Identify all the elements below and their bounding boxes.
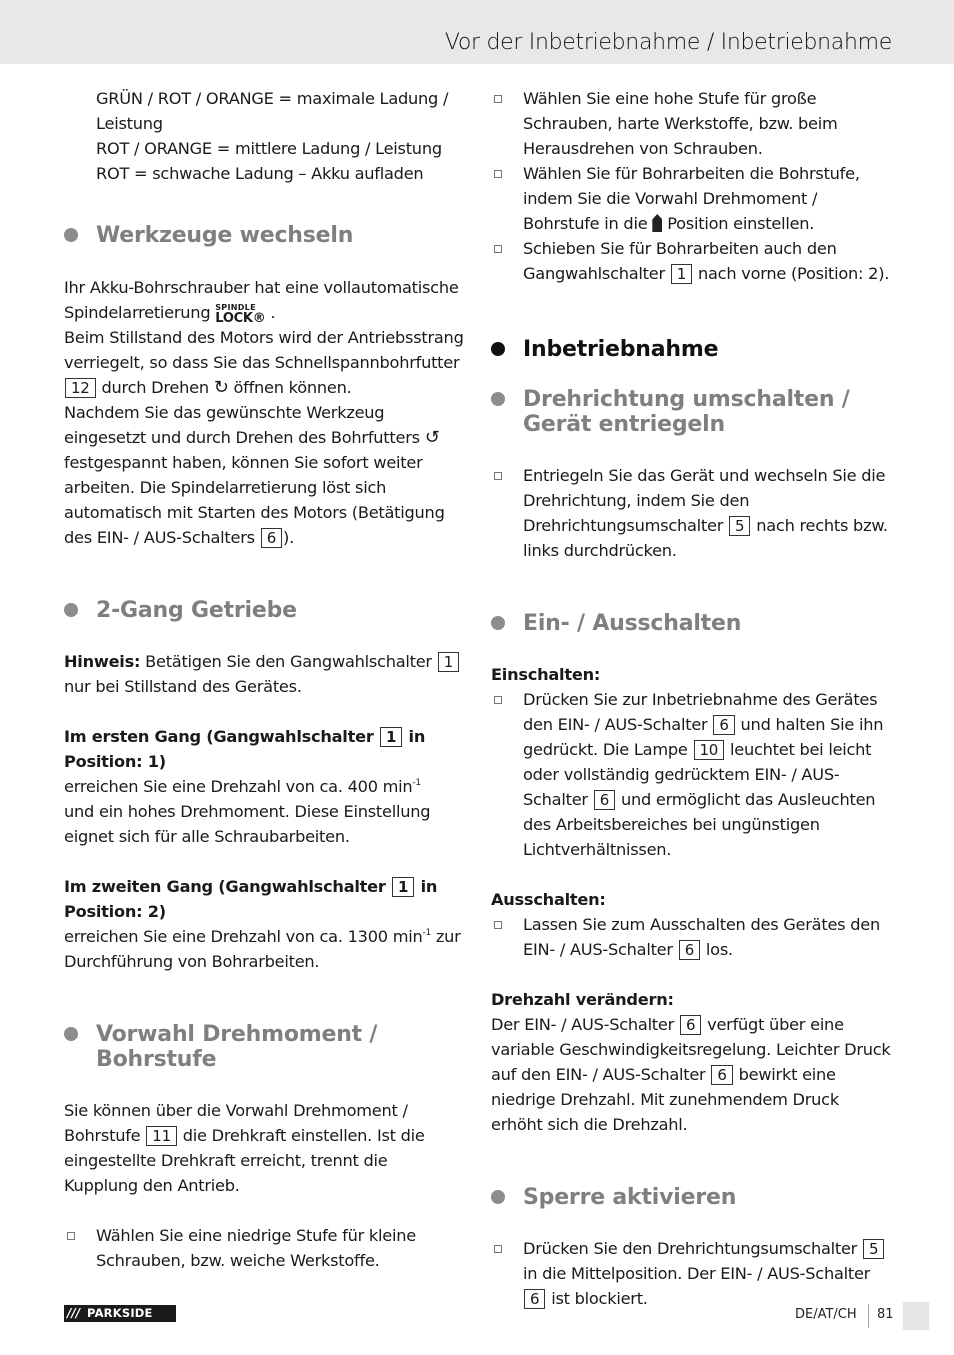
heading-drehrichtung [491,387,891,437]
paragraph-spindle [64,275,464,550]
label: Drehzahl verändern: [491,990,674,1009]
heading-text: Drehrichtung umschalten / Gerät entriegeln [523,387,850,437]
text: in Position: 2) [64,877,438,921]
subheading-erster-gang [64,727,425,771]
text: Drücken Sie den Drehrichtungsumschalter [523,1239,858,1258]
ref-box-6: 6 [679,940,700,960]
bullet-dot-icon [64,228,78,242]
text: verfügt über eine variable Geschwindigkeitsregelung. Leichter Druck auf den EIN- / AUS-Schalter [491,1015,891,1084]
heading-text: Werkzeuge wechseln [96,223,354,248]
text: Im ersten Gang (Gangwahlschalter [64,727,374,746]
list-item [491,463,891,563]
text: erreichen Sie eine Drehzahl von ca. 1300 min [64,927,423,946]
heading-vorwahl [64,1022,464,1072]
checkbox-bullet-icon [67,1232,75,1240]
heading-text: Ein- / Ausschalten [523,611,742,636]
bullet-dot-icon [64,603,78,617]
bullet-dot-icon [491,1190,505,1204]
bullet-dot-icon [491,342,505,356]
ref-box-1: 1 [380,727,402,747]
text: und halten Sie ihn gedrückt. Die Lampe [523,715,884,759]
heading-sperre-aktivieren [491,1185,891,1210]
label: Einschalten: [491,665,601,684]
list-item [491,912,891,962]
heading-text: Vorwahl Drehmoment / Bohrstufe [96,1022,378,1072]
ref-box-12: 12 [65,378,96,398]
text: und ein hohes Drehmoment. Diese Einstellung eignet sich für alle Schraubarbeiten. [64,802,431,846]
spindle-bottom: LOCK® [215,311,266,326]
brand-logo [64,1305,176,1322]
checkbox-bullet-icon [494,921,502,929]
region-label: DE/AT/CH [795,1307,857,1322]
page-number: 81 [877,1307,894,1322]
text: nach rechts bzw. links durchdrücken. [523,516,888,560]
drill-symbol-icon [652,214,662,232]
text: die Drehkraft einstellen. Ist die eingestellte Drehkraft erreicht, trennt die Kupplung den Antrieb. [64,1126,425,1195]
bullet-dot-icon [491,616,505,630]
paragraph-drehzahl [491,987,891,1137]
heading-inbetriebnahme [491,337,891,362]
checkbox-bullet-icon [494,696,502,704]
list-item [491,161,891,236]
hinweis-label: Hinweis: [64,652,141,671]
ref-box-1: 1 [671,264,692,284]
ref-box-1: 1 [392,877,414,897]
ref-box-1: 1 [438,652,459,672]
heading-text: Sperre aktivieren [523,1185,737,1210]
spindle-lock-icon [215,303,265,325]
ref-box-6: 6 [524,1289,545,1309]
checkbox-bullet-icon [494,1245,502,1253]
text: erreichen Sie eine Drehzahl von ca. 400 min [64,777,413,796]
heading-2-gang-getriebe [64,598,464,623]
text: Schieben Sie für Bohrarbeiten auch den Gangwahlschalter [523,239,837,283]
ref-box-6: 6 [680,1015,701,1035]
text: Entriegeln Sie das Gerät und wechseln Sie die Drehrichtung, indem Sie den Drehrichtungsumschalter [523,466,886,535]
ref-box-6: 6 [711,1065,732,1085]
heading-werkzeuge-wechseln [64,223,464,248]
paragraph-erster-gang [64,724,464,849]
footer-divider [868,1304,869,1328]
rotate-open-icon: ↻ [213,377,229,398]
paragraph-vorwahl [64,1098,464,1198]
text: festgespannt haben, können Sie sofort weiter arbeiten. Die Spindelarretierung löst sich automatisch mit Starten des Motors (Betätigung des EIN- / AUS-Schalters [64,453,445,547]
bullet-dot-icon [64,1027,78,1041]
ref-box-6: 6 [261,528,282,548]
text: ist blockiert. [551,1289,648,1308]
charge-low: ROT = schwache Ladung – Akku aufladen [96,164,424,183]
left-column [64,86,464,1273]
charge-levels [64,86,464,186]
ref-box-10: 10 [694,740,725,760]
text: nach vorne (Position: 2). [698,264,890,283]
text: Im zweiten Gang (Gangwahlschalter [64,877,386,896]
text: Position einstellen. [667,214,815,233]
text: nur bei Stillstand des Gerätes. [64,677,302,696]
page-footer [0,1300,954,1330]
text: ). [283,528,294,547]
paragraph-hinweis [64,649,464,699]
text: Beim Stillstand des Motors wird der Antriebsstrang verriegelt, so dass Sie das Schnellspannbohrfutter [64,328,464,372]
right-column [491,86,891,1311]
subheading-zweiter-gang [64,877,437,921]
charge-full: GRÜN / ROT / ORANGE = maximale Ladung / Leistung [96,89,449,133]
rotate-close-icon: ↺ [424,427,440,448]
list-item [491,86,891,161]
ref-box-5: 5 [729,516,750,536]
label: Ausschalten: [491,890,606,909]
text: Ihr Akku-Bohrschrauber hat eine vollautomatische Spindelarretierung [64,278,459,322]
heading-ein-ausschalten [491,611,891,636]
text: bewirkt eine niedrige Drehzahl. Mit zunehmendem Druck erhöht sich die Drehzahl. [491,1065,839,1134]
list-item [491,236,891,286]
ref-box-6: 6 [594,790,615,810]
text: öffnen können. [233,378,352,397]
text: Betätigen Sie den Gangwahlschalter [145,652,432,671]
checkbox-bullet-icon [494,472,502,480]
text: zur Durchführung von Bohrarbeiten. [64,927,461,971]
checkbox-bullet-icon [494,245,502,253]
text: Lassen Sie zum Ausschalten des Gerätes den EIN- / AUS-Schalter [523,915,880,959]
text: los. [705,940,733,959]
page-tab-marker [903,1302,929,1330]
text: . [270,303,276,322]
text: in Position: 1) [64,727,426,771]
spindle-top: SPINDLE [215,303,256,312]
text: Drücken Sie zur Inbetriebnahme des Gerätes den EIN- / AUS-Schalter [523,690,878,734]
paragraph-zweiter-gang [64,874,464,974]
ref-box-5: 5 [863,1239,884,1259]
text: Sie können über die Vorwahl Drehmoment / Bohrstufe [64,1101,408,1145]
text: und ermöglicht das Ausleuchten des Arbeitsbereiches bei ungünstigen Lichtverhältnissen. [523,790,876,859]
superscript: -1 [412,778,421,788]
text: leuchtet bei leicht oder vollständig gedrücktem EIN- / AUS-Schalter [523,740,872,809]
page-header [0,0,954,64]
checkbox-bullet-icon [494,170,502,178]
text: Wählen Sie eine niedrige Stufe für kleine Schrauben, bzw. weiche Werkstoffe. [96,1226,416,1270]
bullet-dot-icon [491,392,505,406]
charge-medium: ROT / ORANGE = mittlere Ladung / Leistung [96,139,442,158]
text: Wählen Sie eine hohe Stufe für große Schrauben, harte Werkstoffe, bzw. beim Herausdrehen von Schrauben. [523,89,838,158]
logo-stripes-icon: /// [67,1306,81,1320]
text: Nachdem Sie das gewünschte Werkzeug eingesetzt und durch Drehen des Bohrfutters [64,403,420,447]
superscript: -1 [422,928,431,938]
ref-box-6: 6 [713,715,734,735]
text: Wählen Sie für Bohrarbeiten die Bohrstufe, indem Sie die Vorwahl Drehmoment / Bohrstufe in die [523,164,860,233]
list-item [491,687,891,862]
subheading-ausschalten [491,887,891,912]
text: durch Drehen [101,378,209,397]
page-title: Vor der Inbetriebnahme / Inbetriebnahme [444,30,892,55]
heading-text: Inbetriebnahme [523,337,719,362]
text: in die Mittelposition. Der EIN- / AUS-Schalter [523,1264,871,1283]
heading-text: 2-Gang Getriebe [96,598,297,623]
list-item [64,1223,464,1273]
subheading-einschalten [491,662,891,687]
checkbox-bullet-icon [494,95,502,103]
text: Der EIN- / AUS-Schalter [491,1015,675,1034]
ref-box-11: 11 [146,1126,177,1146]
brand-name: PARKSIDE [87,1306,153,1320]
